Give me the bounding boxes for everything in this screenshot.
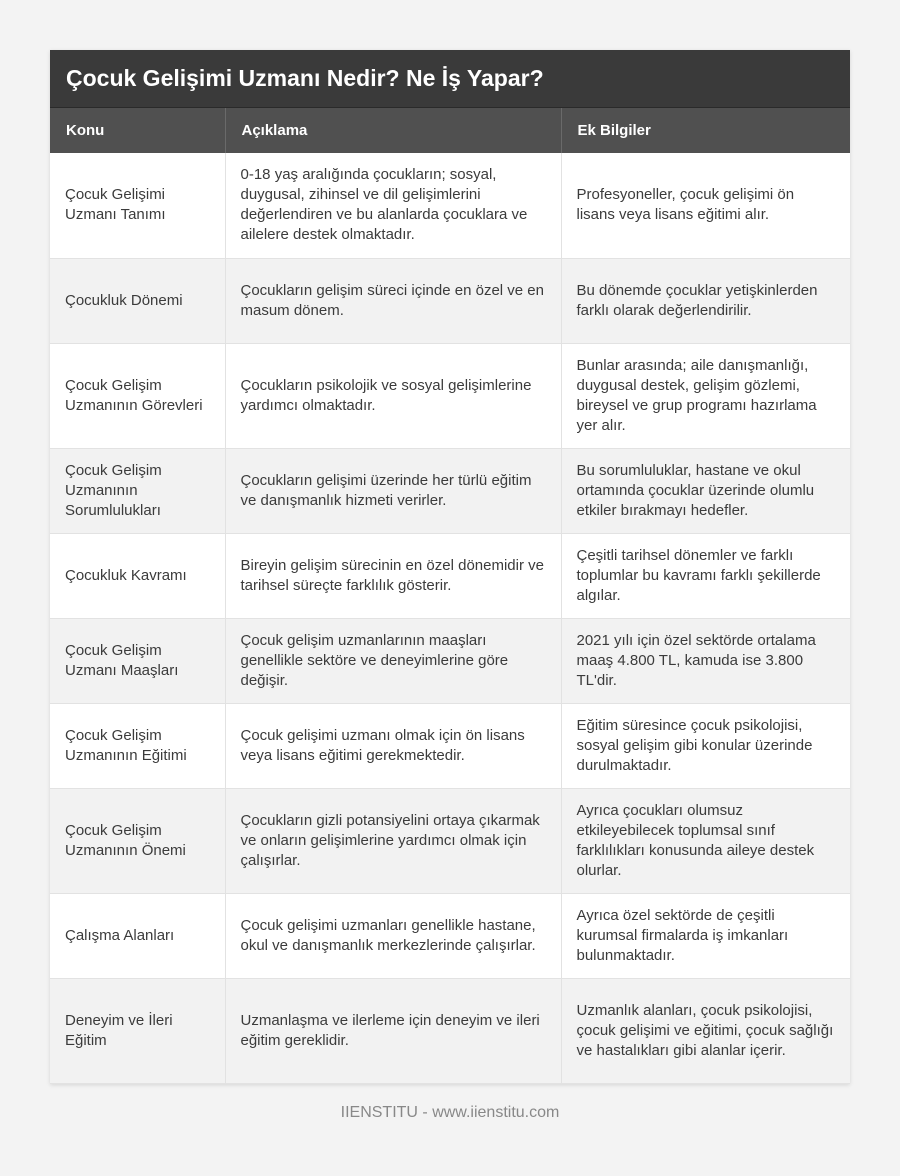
description-cell: Çocuk gelişimi uzmanı olmak için ön lisans veya lisans eğitimi gerekmektedir. (225, 703, 561, 788)
table-row (50, 343, 850, 448)
description-cell: Bireyin gelişim sürecinin en özel dönemidir ve tarihsel süreçte farklılık gösterir. (225, 533, 561, 618)
header-ek-bilgiler: Ek Bilgiler (561, 108, 850, 153)
page-title: Çocuk Gelişimi Uzmanı Nedir? Ne İş Yapar? (50, 50, 850, 108)
table-row (50, 153, 850, 258)
extra-info-cell: Ayrıca özel sektörde de çeşitli kurumsal firmalarda iş imkanları bulunmaktadır. (561, 893, 850, 978)
topic-cell: Çocuk Gelişim Uzmanının Önemi (50, 788, 225, 893)
table-row (50, 618, 850, 703)
extra-info-cell: Bu dönemde çocuklar yetişkinlerden farklı olarak değerlendirilir. (561, 258, 850, 343)
extra-info-cell: Bu sorumluluklar, hastane ve okul ortamında çocuklar üzerinde olumlu etkiler bırakmayı hedefler. (561, 448, 850, 533)
topic-cell: Deneyim ve İleri Eğitim (50, 978, 225, 1083)
description-cell: Çocukların gizli potansiyelini ortaya çıkarmak ve onların gelişimlerine yardımcı olmak için çalışırlar. (225, 788, 561, 893)
table-row (50, 258, 850, 343)
description-cell: Uzmanlaşma ve ilerleme için deneyim ve ileri eğitim gereklidir. (225, 978, 561, 1083)
extra-info-cell: Uzmanlık alanları, çocuk psikolojisi, çocuk gelişimi ve eğitimi, çocuk sağlığı ve hastalıkları gibi alanlar içerir. (561, 978, 850, 1083)
description-cell: 0-18 yaş aralığında çocukların; sosyal, duygusal, zihinsel ve dil gelişimlerini değerlendiren ve bu alanlarda çocuklara ve ailelere destek olmaktadır. (225, 153, 561, 258)
table-row (50, 788, 850, 893)
extra-info-cell: Çeşitli tarihsel dönemler ve farklı toplumlar bu kavramı farklı şekillerde algılar. (561, 533, 850, 618)
extra-info-cell: Bunlar arasında; aile danışmanlığı, duygusal destek, gelişim gözlemi, bireysel ve grup programı hazırlama yer alır. (561, 343, 850, 448)
topic-cell: Çocuk Gelişim Uzmanının Sorumlulukları (50, 448, 225, 533)
info-table (50, 108, 850, 1084)
topic-cell: Çalışma Alanları (50, 893, 225, 978)
extra-info-cell: 2021 yılı için özel sektörde ortalama maaş 4.800 TL, kamuda ise 3.800 TL'dir. (561, 618, 850, 703)
info-card (50, 50, 850, 1084)
topic-cell: Çocukluk Kavramı (50, 533, 225, 618)
extra-info-cell: Ayrıca çocukları olumsuz etkileyebilecek toplumsal sınıf farklılıkları konusunda aileye destek olurlar. (561, 788, 850, 893)
table-row (50, 448, 850, 533)
topic-cell: Çocuk Gelişim Uzmanının Görevleri (50, 343, 225, 448)
footer-credit: IIENSTITU - www.iienstitu.com (340, 1104, 560, 1121)
table-row (50, 893, 850, 978)
table-header-row (50, 108, 850, 153)
description-cell: Çocukların psikolojik ve sosyal gelişimlerine yardımcı olmaktadır. (225, 343, 561, 448)
extra-info-cell: Eğitim süresince çocuk psikolojisi, sosyal gelişim gibi konular üzerinde durulmaktadır. (561, 703, 850, 788)
description-cell: Çocukların gelişimi üzerinde her türlü eğitim ve danışmanlık hizmeti verirler. (225, 448, 561, 533)
table-row (50, 703, 850, 788)
topic-cell: Çocukluk Dönemi (50, 258, 225, 343)
description-cell: Çocuk gelişim uzmanlarının maaşları genellikle sektöre ve deneyimlerine göre değişir. (225, 618, 561, 703)
description-cell: Çocuk gelişimi uzmanları genellikle hastane, okul ve danışmanlık merkezlerinde çalışırlar. (225, 893, 561, 978)
table-row (50, 533, 850, 618)
topic-cell: Çocuk Gelişim Uzmanı Maaşları (50, 618, 225, 703)
description-cell: Çocukların gelişim süreci içinde en özel ve en masum dönem. (225, 258, 561, 343)
header-konu: Konu (50, 108, 225, 153)
extra-info-cell: Profesyoneller, çocuk gelişimi ön lisans veya lisans eğitimi alır. (561, 153, 850, 258)
table-row (50, 978, 850, 1083)
topic-cell: Çocuk Gelişimi Uzmanı Tanımı (50, 153, 225, 258)
header-aciklama: Açıklama (225, 108, 561, 153)
topic-cell: Çocuk Gelişim Uzmanının Eğitimi (50, 703, 225, 788)
